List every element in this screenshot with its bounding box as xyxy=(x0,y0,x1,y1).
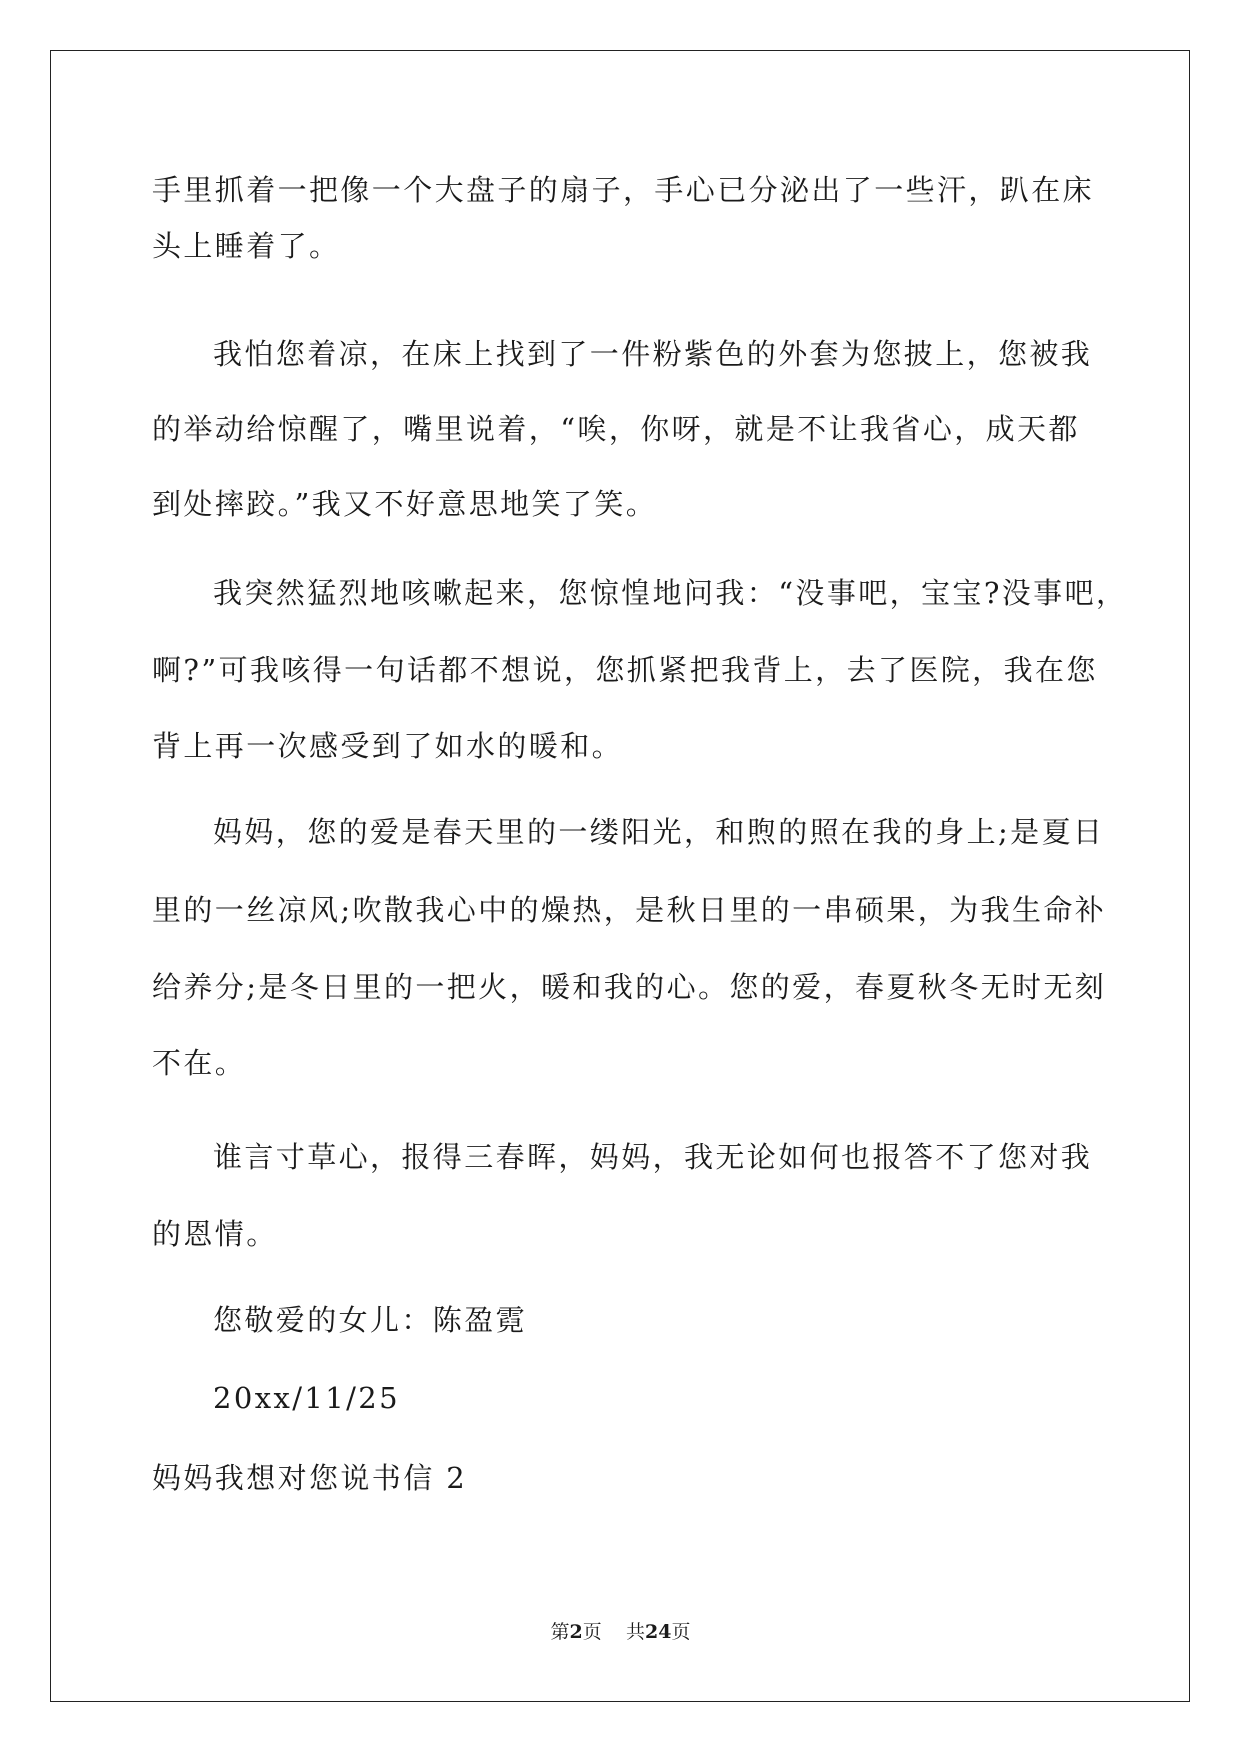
footer-total-prefix: 共 xyxy=(625,1621,645,1643)
text-line: 里的一丝凉风;吹散我心中的燥热，是秋日里的一串硕果，为我生命补 xyxy=(152,893,1107,927)
paragraph-start: 我怕您着凉，在床上找到了一件粉紫色的外套为您披上，您被我 xyxy=(213,337,1093,371)
paragraph-start: 谁言寸草心，报得三春晖，妈妈，我无论如何也报答不了您对我 xyxy=(213,1140,1093,1174)
text-line: 头上睡着了。 xyxy=(152,229,341,263)
page-border xyxy=(50,50,1190,1702)
footer-page-prefix: 第 xyxy=(550,1621,570,1643)
paragraph-start: 妈妈，您的爱是春天里的一缕阳光，和煦的照在我的身上;是夏日 xyxy=(213,815,1105,849)
section-title: 妈妈我想对您说书信 2 xyxy=(152,1461,468,1495)
text-line: 背上再一次感受到了如水的暖和。 xyxy=(152,729,624,763)
page-footer xyxy=(0,1620,1241,1644)
text-line: 到处摔跤。”我又不好意思地笑了笑。 xyxy=(152,487,658,521)
date-line: 20xx/11/25 xyxy=(213,1381,400,1415)
footer-page-number: 2 xyxy=(569,1621,583,1643)
footer-total-pages: 24 xyxy=(644,1621,672,1643)
signature-line: 您敬爱的女儿：陈盈霓 xyxy=(213,1303,528,1337)
footer-page-unit: 页 xyxy=(582,1621,602,1643)
paragraph-start: 我突然猛烈地咳嗽起来，您惊惶地问我：“没事吧，宝宝?没事吧， xyxy=(213,576,1128,610)
text-line: 给养分;是冬日里的一把火，暖和我的心。您的爱，春夏秋冬无时无刻 xyxy=(152,970,1107,1004)
footer-total-unit: 页 xyxy=(671,1621,691,1643)
text-line: 的恩情。 xyxy=(152,1217,278,1251)
text-line: 的举动给惊醒了，嘴里说着，“唉，你呀，就是不让我省心，成天都 xyxy=(152,412,1080,446)
text-line: 手里抓着一把像一个大盘子的扇子，手心已分泌出了一些汗，趴在床 xyxy=(152,173,1095,207)
text-line: 啊?”可我咳得一句话都不想说，您抓紧把我背上，去了医院，我在您 xyxy=(152,653,1098,687)
text-line: 不在。 xyxy=(152,1046,247,1080)
